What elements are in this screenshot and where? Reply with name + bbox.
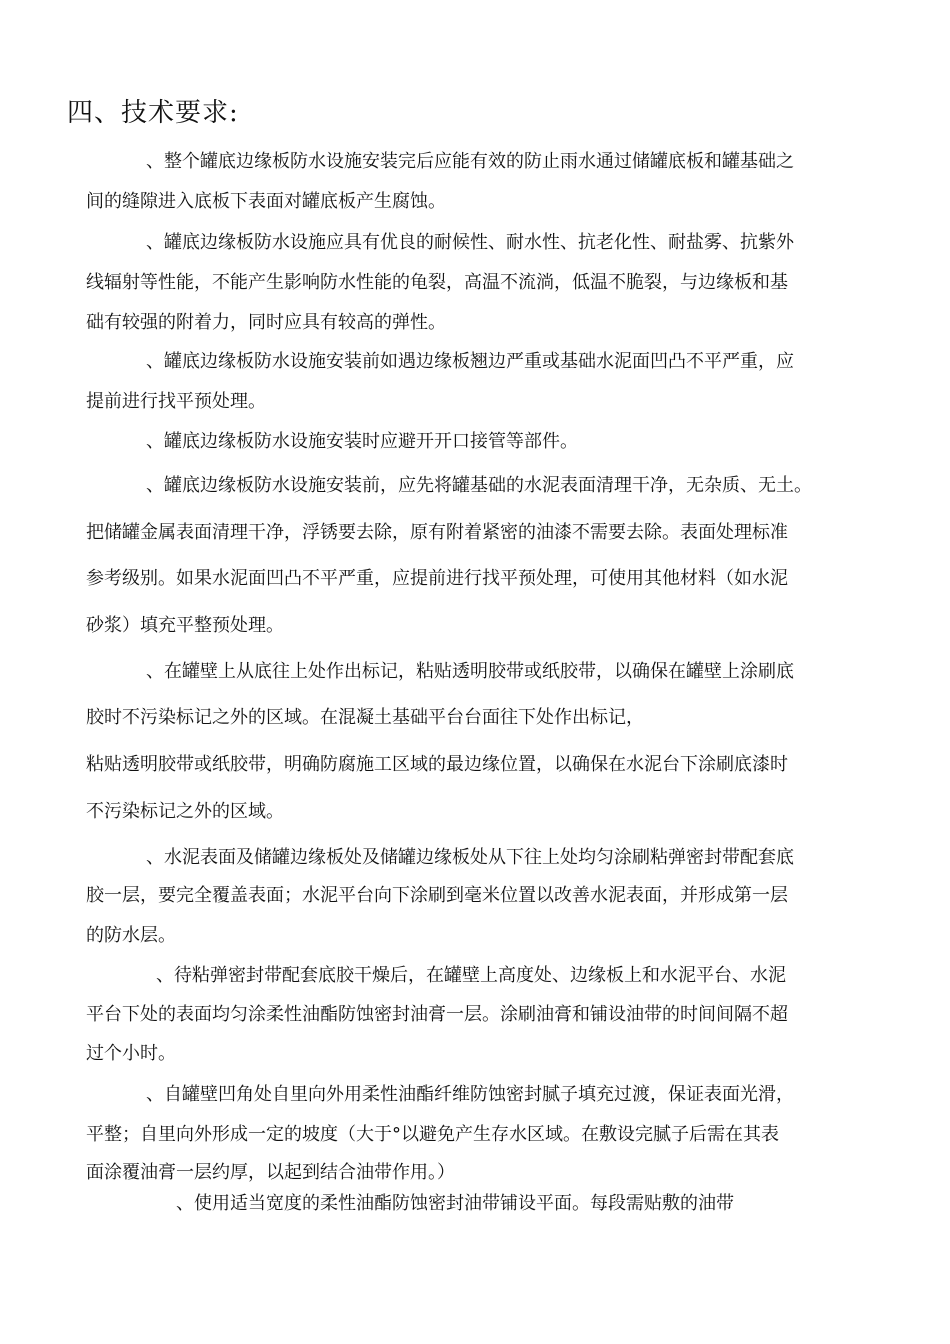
paragraph-9-line-3: 面涂覆油膏一层约厚，以起到结合油带作用。）: [86, 1162, 455, 1183]
paragraph-9-line-2: 平整；自里向外形成一定的坡度（大于°以避免产生存水区域。在敷设完腻子后需在其表: [86, 1124, 779, 1145]
paragraph-7-line-1: 、水泥表面及储罐边缘板处及储罐边缘板处从下往上处均匀涂刷粘弹密封带配套底: [146, 847, 794, 868]
paragraph-4-line-1: 、罐底边缘板防水设施安装时应避开开口接管等部件。: [146, 431, 578, 452]
paragraph-5-line-1: 、罐底边缘板防水设施安装前，应先将罐基础的水泥表面清理干净，无杂质、无土。: [146, 475, 812, 496]
paragraph-6-line-4: 不污染标记之外的区域。: [86, 801, 284, 822]
paragraph-3-line-2: 提前进行找平预处理。: [86, 391, 266, 412]
section-heading: 四、技术要求:: [67, 98, 239, 128]
paragraph-8-line-1: 、待粘弹密封带配套底胶干燥后，在罐壁上高度处、边缘板上和水泥平台、水泥: [156, 965, 786, 986]
paragraph-2-line-1: 、罐底边缘板防水设施应具有优良的耐候性、耐水性、抗老化性、耐盐雾、抗紫外: [146, 232, 794, 253]
paragraph-6-line-3: 粘贴透明胶带或纸胶带，明确防腐施工区域的最边缘位置，以确保在水泥台下涂刷底漆时: [86, 754, 788, 775]
paragraph-7-line-2: 胶一层，要完全覆盖表面；水泥平台向下涂刷到毫米位置以改善水泥表面，并形成第一层: [86, 885, 788, 906]
paragraph-10-line-1: 、使用适当宽度的柔性油酯防蚀密封油带铺设平面。每段需贴敷的油带: [176, 1193, 734, 1214]
paragraph-2-line-2: 线辐射等性能，不能产生影响防水性能的龟裂，高温不流淌，低温不脆裂，与边缘板和基: [86, 272, 788, 293]
paragraph-6-line-2: 胶时不污染标记之外的区域。在混凝土基础平台台面往下处作出标记，: [86, 707, 644, 728]
paragraph-8-line-3: 过个小时。: [86, 1043, 176, 1064]
paragraph-1-line-2: 间的缝隙进入底板下表面对罐底板产生腐蚀。: [86, 191, 446, 212]
paragraph-5-line-3: 参考级别。如果水泥面凹凸不平严重，应提前进行找平预处理，可使用其他材料（如水泥: [86, 568, 788, 589]
paragraph-5-line-4: 砂浆）填充平整预处理。: [86, 615, 284, 636]
paragraph-2-line-3: 础有较强的附着力，同时应具有较高的弹性。: [86, 312, 446, 333]
paragraph-1-line-1: 、整个罐底边缘板防水设施安装完后应能有效的防止雨水通过储罐底板和罐基础之: [146, 151, 794, 172]
paragraph-3-line-1: 、罐底边缘板防水设施安装前如遇边缘板翘边严重或基础水泥面凹凸不平严重，应: [146, 351, 794, 372]
paragraph-7-line-3: 的防水层。: [86, 925, 176, 946]
paragraph-8-line-2: 平台下处的表面均匀涂柔性油酯防蚀密封油膏一层。涂刷油膏和铺设油带的时间间隔不超: [86, 1004, 788, 1025]
paragraph-6-line-1: 、在罐壁上从底往上处作出标记，粘贴透明胶带或纸胶带，以确保在罐壁上涂刷底: [146, 661, 794, 682]
paragraph-9-line-1: 、自罐壁凹角处自里向外用柔性油酯纤维防蚀密封腻子填充过渡，保证表面光滑，: [146, 1084, 794, 1105]
paragraph-5-line-2: 把储罐金属表面清理干净，浮锈要去除，原有附着紧密的油漆不需要去除。表面处理标准: [86, 522, 788, 543]
